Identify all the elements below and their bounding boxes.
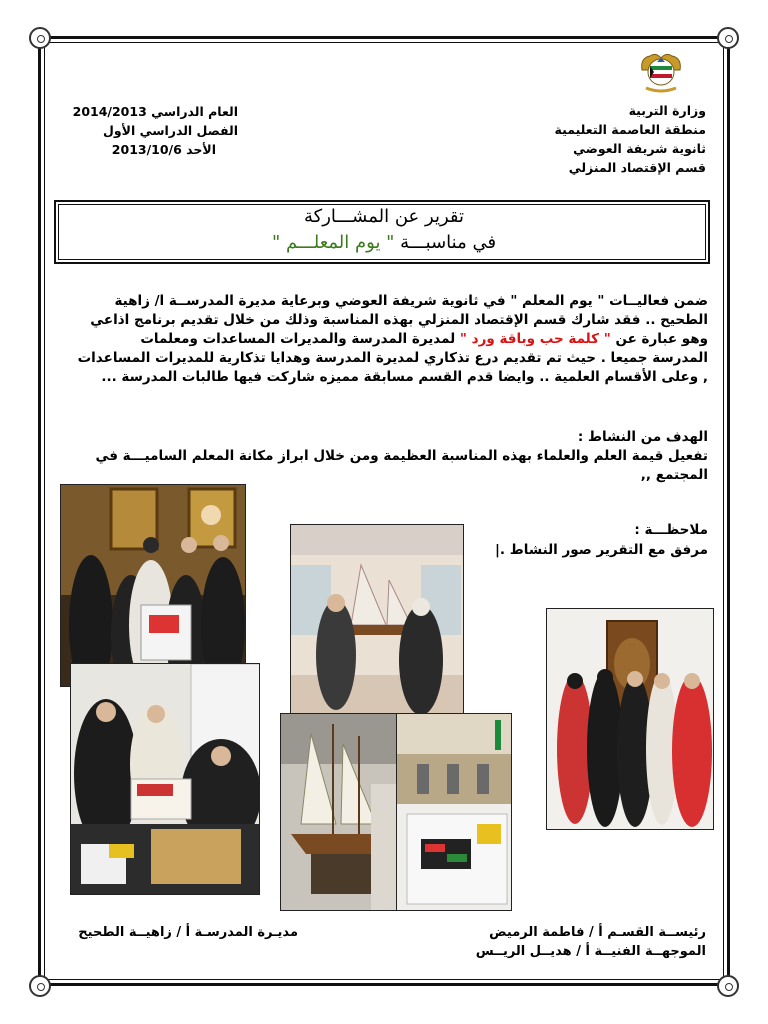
photo-group-with-gift <box>60 484 246 687</box>
ministry-emblem-icon <box>636 50 686 96</box>
note-text: مرفق مع التقرير صور النشاط .| <box>494 542 708 558</box>
department-name: قسم الإقتصاد المنزلي <box>568 160 706 175</box>
signature-principal: مديـرة المدرسـة أ / زاهيــة الطحيح <box>78 925 298 940</box>
body-line-3-suffix: لمديرة المدرسة والمديرات المساعدات ومعلمات <box>140 331 460 347</box>
report-subtitle <box>0 232 768 253</box>
photo-courtyard-gifts-image <box>397 714 512 911</box>
ministry-name: وزارة التربية <box>628 103 706 118</box>
corner-ornament-icon <box>717 975 739 997</box>
objective-line-2: المجتمع ,, <box>640 467 708 483</box>
photo-group-by-door <box>546 608 714 830</box>
report-title: تقرير عن المشـــاركة <box>303 206 465 227</box>
report-date: الأحد 2013/10/6 <box>111 142 216 157</box>
corner-ornament-icon <box>29 975 51 997</box>
objective-line-1: تفعيل قيمة العلم والعلماء بهذه المناسبة العظيمة ومن خلال ابراز مكانة المعلم الساميـــة في <box>95 448 708 464</box>
photo-courtyard-gifts <box>396 713 512 911</box>
photo-ship-model-image <box>281 714 400 911</box>
body-line-3 <box>68 330 708 349</box>
photo-shield-presentation-image <box>291 525 464 714</box>
corner-ornament-icon <box>717 27 739 49</box>
academic-term: الفصل الدراسي الأول <box>103 123 238 138</box>
academic-year: العام الدراسي 2014/2013 <box>72 104 238 119</box>
body-line-2: الطحيح .. فقد شارك قسم الإقتصاد المنزلي بهذه المناسبة وذلك من خلال تقديم برنامج اذاعي <box>90 312 708 328</box>
signature-head-of-department: رئيســة القسـم أ / فاطمة الرميض <box>489 925 706 940</box>
school-name: ثانوية شريفة العوضي <box>573 141 706 156</box>
corner-ornament-icon <box>29 27 51 49</box>
photo-group-by-door-image <box>547 609 714 830</box>
subtitle-occasion: " يوم المعلـــم " <box>271 232 395 253</box>
note-heading: ملاحظـــة : <box>634 522 708 538</box>
objective-heading: الهدف من النشاط : <box>577 429 708 445</box>
body-line-5: , وعلى الأقسام العلمية .. وايضا قدم القسم مسابقة مميزه شاركت فيها طالبات المدرسة ... <box>101 369 708 385</box>
subtitle-prefix: في مناسبـــة <box>394 232 497 253</box>
body-line-3-prefix: وهو عبارة عن <box>610 331 708 347</box>
photo-shield-presentation <box>290 524 464 714</box>
signature-supervisor: الموجهــة الفنيــة أ / هديــل الريــس <box>475 944 706 959</box>
body-highlight-phrase: " كلمة حب وباقة ورد " <box>459 331 611 347</box>
photo-ship-model <box>280 713 400 911</box>
body-line-1: ضمن فعاليــات " يوم المعلم " في ثانوية شريفة العوضي وبرعاية مديرة المدرســة ا/ زاهية <box>114 293 708 309</box>
photo-office-gift <box>70 663 260 895</box>
body-line-4: المدرسة جميعا . حيث تم تقديم درع تذكاري لمديرة المدرسة وهدايا تذكارية للمديرات المساعدات <box>77 350 708 366</box>
photo-office-gift-image <box>71 664 260 895</box>
district-name: منطقة العاصمة التعليمية <box>554 122 706 137</box>
photo-group-with-gift-image <box>61 485 246 687</box>
